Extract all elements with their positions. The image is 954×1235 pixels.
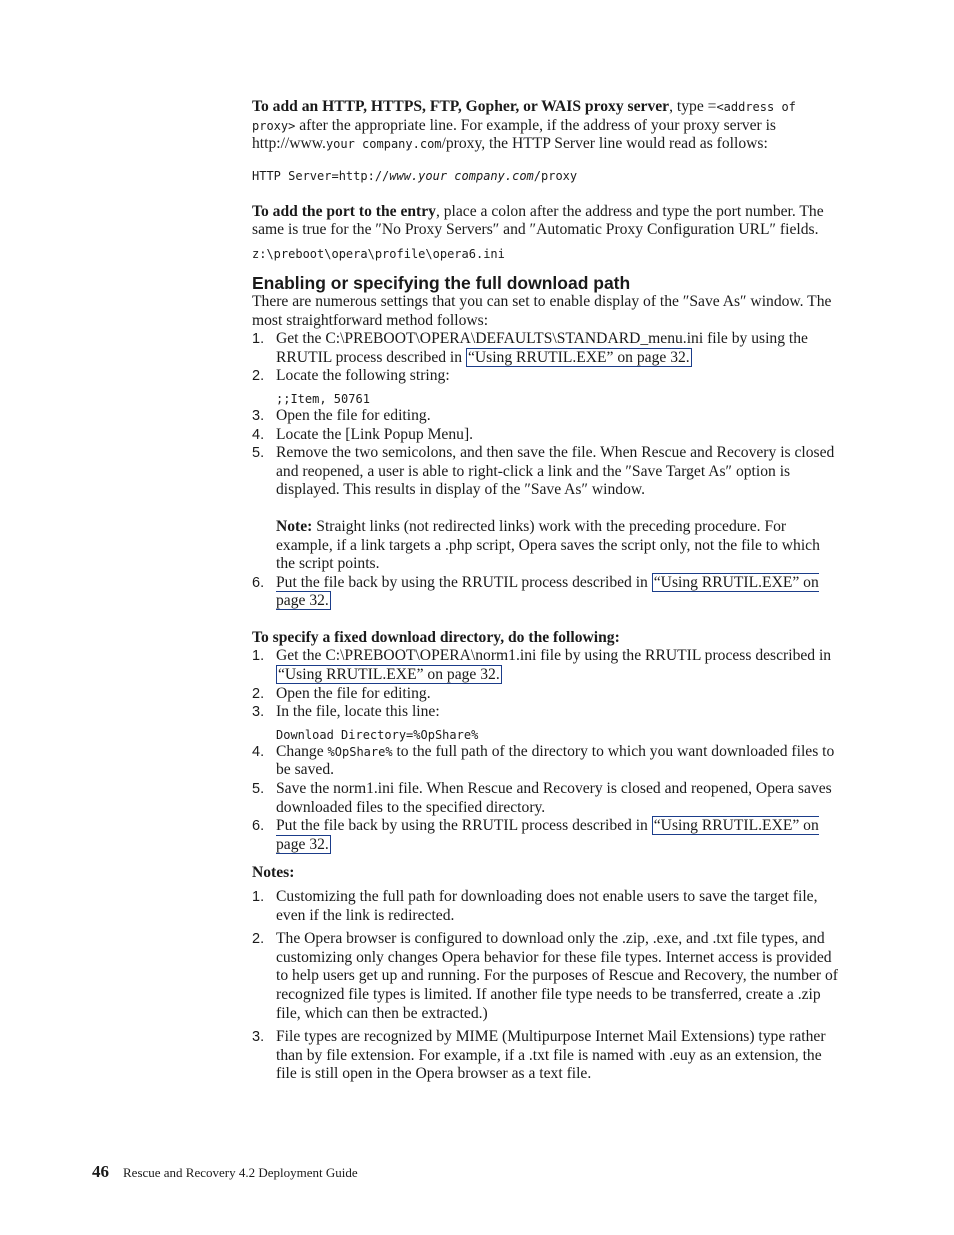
- list-item: 2. The Opera browser is configured to download only the .zip, .exe, and .txt file types, and customizing only changes Opera behavior for these file types. Internet access is provided to help users get up and running. For the purposes of Rescue and Recovery, the number of recognized file types is limited. If another file type needs to be transferred, create a .zip file, which can then be extracted.): [252, 930, 838, 1022]
- note-paragraph: Note: Straight links (not redirected links) work with the preceding procedure. For example, if a link targets a .php script, Opera saves the script only, not the file to which the script points.: [276, 517, 820, 573]
- notes-list: [252, 888, 842, 1084]
- download-directory-code: Download Directory=%OpShare%: [276, 727, 479, 742]
- page-footer: [92, 1162, 358, 1182]
- address-of-proxy-code: <address of proxy>: [252, 100, 796, 133]
- list-item: 5. Remove the two semicolons, and then save the file. When Rescue and Recovery is closed and reopened, a user is able to right-click a link and the ″Save Target As″ option is displayed. This results in display of the ″Save As″ window. Note: Straight links (not redirected links) work with the preceding procedure. For example, if a link targets a .php script, Opera saves the script only, not the file to which the script points.: [252, 444, 842, 574]
- list-item: 3. File types are recognized by MIME (Multipurpose Internet Mail Extensions) type rather than by file extension. For example, if a .txt file is named with .euy as an extension, the file is still open in the Opera browser as a text file.: [252, 1028, 826, 1083]
- list-item: 3. Open the file for editing.: [252, 406, 431, 424]
- list-item: 1. Get the C:\PREBOOT\OPERA\norm1.ini file by using the RRUTIL process described in “Using RRUTIL.EXE” on page 32.: [252, 647, 832, 684]
- list-item: 2. Open the file for editing.: [252, 684, 431, 702]
- section-intro: There are numerous settings that you can set to enable display of the ″Save As″ window. The most straightforward method follows:: [252, 292, 832, 329]
- page-content: [252, 98, 842, 1084]
- list-item: 6. Put the file back by using the RRUTIL process described in “Using RRUTIL.EXE” on page 32.: [252, 573, 819, 610]
- page-number: 46: [92, 1162, 109, 1181]
- list-item: 4. Change %OpShare% to the full path of the directory to which you want downloaded files to be saved.: [252, 742, 835, 779]
- proxy-server-lead: To add an HTTP, HTTPS, FTP, Gopher, or WAIS proxy server: [252, 98, 670, 115]
- rrutil-cross-reference-link[interactable]: “Using RRUTIL.EXE” on page 32.: [276, 817, 819, 853]
- list-item: 2. Locate the following string: ;;Item, 50761: [252, 367, 842, 407]
- fixed-directory-heading: To specify a fixed download directory, do the following:: [252, 628, 620, 646]
- port-lead: To add the port to the entry: [252, 202, 436, 220]
- rrutil-cross-reference-link[interactable]: “Using RRUTIL.EXE” on page 32.: [467, 348, 690, 366]
- http-server-code-line: HTTP Server=http://www.your company.com/proxy: [252, 168, 578, 183]
- note-label: Note:: [276, 517, 313, 535]
- proxy-server-paragraph: To add an HTTP, HTTPS, FTP, Gopher, or WAIS proxy server, type =<address of proxy> after the appropriate line. For example, if the address of your proxy server is http://www.your company.com/proxy, the HTTP Server line would read as follows:: [252, 98, 796, 153]
- list-item: 5. Save the norm1.ini file. When Rescue and Recovery is closed and reopened, Opera saves downloaded files to the specified directory.: [252, 780, 832, 816]
- notes-heading: Notes:: [252, 864, 295, 882]
- rrutil-cross-reference-link[interactable]: “Using RRUTIL.EXE” on page 32.: [276, 573, 819, 610]
- list-item: 1. Get the C:\PREBOOT\OPERA\DEFAULTS\STANDARD_menu.ini file by using the RRUTIL process described in “Using RRUTIL.EXE” on page 32.: [252, 330, 808, 366]
- list-item: 6. Put the file back by using the RRUTIL process described in “Using RRUTIL.EXE” on page 32.: [252, 817, 819, 853]
- list-item: 3. In the file, locate this line: Download Directory=%OpShare%: [252, 703, 842, 743]
- enable-save-as-steps: [252, 330, 842, 611]
- your-company-code: your company.com: [325, 137, 442, 152]
- rrutil-cross-reference-link[interactable]: “Using RRUTIL.EXE” on page 32.: [278, 666, 500, 684]
- item-string-code: ;;Item, 50761: [276, 391, 370, 406]
- document-title: Rescue and Recovery 4.2 Deployment Guide: [123, 1165, 358, 1180]
- port-paragraph: To add the port to the entry, place a colon after the address and type the port number. The same is true for the ″No Proxy Servers″ and ″Automatic Proxy Configuration URL″ fields.: [252, 202, 824, 239]
- list-item: 4. Locate the [Link Popup Menu].: [252, 425, 474, 443]
- section-heading: Enabling or specifying the full download path: [252, 272, 631, 293]
- list-item: 1. Customizing the full path for downloading does not enable users to save the target file, even if the link is redirected.: [252, 888, 818, 924]
- fixed-directory-steps: [252, 647, 842, 854]
- opera-ini-path-code: z:\preboot\opera\profile\opera6.ini: [252, 246, 505, 261]
- opshare-code: %OpShare%: [327, 744, 393, 759]
